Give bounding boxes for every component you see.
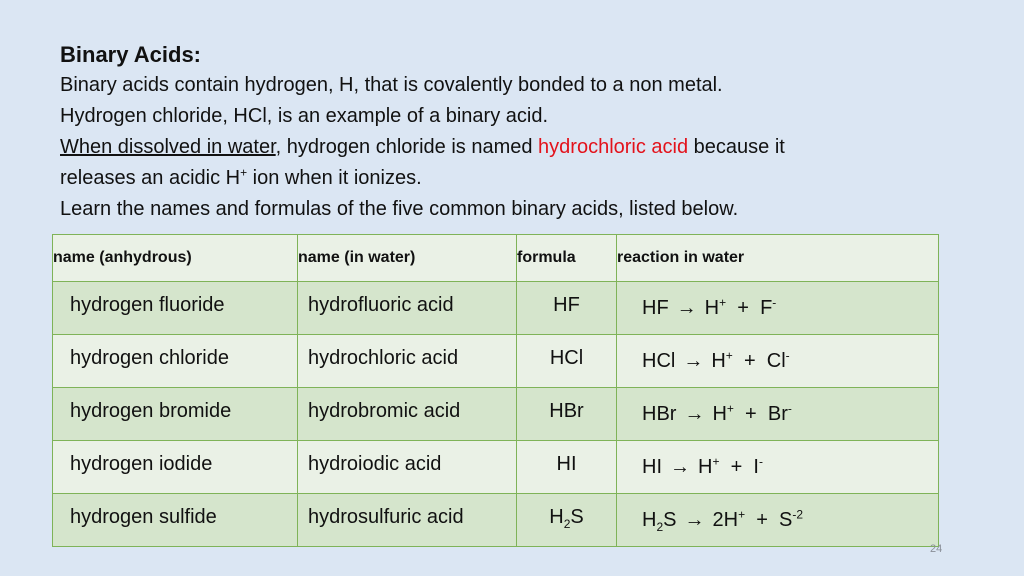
anion-charge: -2: [792, 507, 804, 522]
cation: H: [711, 350, 726, 372]
header-anhydrous-name: name (anhydrous): [53, 235, 298, 282]
table-row: [53, 388, 939, 441]
anion-charge: -: [772, 295, 777, 310]
plus-sign: +: [756, 509, 768, 531]
plus-sign: +: [730, 456, 743, 478]
cation: 2H: [712, 509, 739, 531]
ion-line-start: releases an acidic H: [60, 167, 241, 189]
ion-line-end: ion when it ionizes.: [247, 167, 422, 189]
header-water-name: name (in water): [298, 235, 517, 282]
reactant: HI: [642, 456, 662, 478]
header-reaction: reaction in water: [617, 235, 939, 282]
reactant: HCl: [642, 350, 676, 372]
naming-line: [60, 132, 960, 163]
cation-charge: +: [738, 507, 746, 522]
water-name-cell: hydrosulfuric acid: [298, 494, 517, 547]
anion: Br: [767, 403, 788, 425]
example-line: Hydrogen chloride, HCl, is an example of a binary acid.: [60, 105, 549, 127]
ion-charge: +: [240, 165, 248, 180]
anhydrous-name-cell: hydrogen iodide: [53, 441, 298, 494]
reaction-arrow-icon: →: [670, 456, 690, 478]
reaction-arrow-icon: →: [684, 509, 705, 531]
reaction-cell: [617, 494, 939, 547]
binary-acids-table: [52, 234, 939, 547]
plus-sign: +: [745, 403, 757, 425]
formula-cell: [517, 494, 617, 547]
reaction-arrow-icon: →: [676, 297, 697, 319]
ion-line: [60, 163, 960, 194]
formula-cell: HCl: [517, 335, 617, 388]
anhydrous-name-cell: hydrogen chloride: [53, 335, 298, 388]
water-name-cell: hydrobromic acid: [298, 388, 517, 441]
table-row: [53, 335, 939, 388]
water-name-cell: hydrofluoric acid: [298, 282, 517, 335]
cation-charge: +: [725, 348, 733, 363]
slide-text: [60, 40, 960, 225]
underlined-phrase: When dissolved in water: [60, 136, 276, 158]
reaction-cell: [617, 441, 939, 494]
plus-sign: +: [743, 350, 756, 372]
anion: F: [760, 297, 773, 319]
naming-middle-text: , hydrogen chloride is named: [275, 136, 539, 158]
anion: S: [779, 509, 793, 531]
anion-charge: -: [785, 348, 790, 363]
water-name-cell: hydroiodic acid: [298, 441, 517, 494]
page-number: 24: [930, 543, 943, 555]
cation-charge: +: [719, 295, 727, 310]
cation: H: [698, 456, 713, 478]
highlighted-acid-name: hydrochloric acid: [538, 136, 689, 158]
anion-charge: -: [787, 401, 792, 416]
formula-cell: HI: [517, 441, 617, 494]
cation: H: [704, 297, 720, 319]
naming-end-text: because it: [688, 136, 785, 158]
formula-cell: HBr: [517, 388, 617, 441]
cation: H: [712, 403, 727, 425]
reaction-cell: [617, 282, 939, 335]
reaction-cell: [617, 388, 939, 441]
table-row: [53, 441, 939, 494]
anion: I: [753, 456, 759, 478]
cation-charge: +: [712, 454, 720, 469]
formula-subscript: 2: [563, 517, 571, 531]
formula-main: H: [549, 506, 564, 528]
reactant: HF: [642, 297, 669, 319]
formula-end: S: [570, 506, 584, 528]
anion-charge: -: [758, 454, 763, 469]
instruction-line: Learn the names and formulas of the five common binary acids, listed below.: [60, 198, 739, 220]
anhydrous-name-cell: hydrogen sulfide: [53, 494, 298, 547]
table-row: [53, 494, 939, 547]
reactant-end: S: [663, 509, 677, 531]
header-formula: formula: [517, 235, 617, 282]
reaction-cell: [617, 335, 939, 388]
anion: Cl: [766, 350, 786, 372]
anhydrous-name-cell: hydrogen bromide: [53, 388, 298, 441]
definition-line: Binary acids contain hydrogen, H, that is covalently bonded to a non metal.: [60, 74, 723, 96]
reaction-arrow-icon: →: [683, 350, 704, 372]
cation-charge: +: [726, 401, 734, 416]
reactant-main: H: [642, 509, 657, 531]
anhydrous-name-cell: hydrogen fluoride: [53, 282, 298, 335]
plus-sign: +: [737, 297, 749, 319]
table-header-row: [53, 235, 939, 282]
water-name-cell: hydrochloric acid: [298, 335, 517, 388]
reaction-arrow-icon: →: [684, 403, 705, 425]
slide-title: Binary Acids:: [60, 42, 202, 67]
reactant-subscript: 2: [656, 520, 664, 534]
formula-cell: HF: [517, 282, 617, 335]
reactant: HBr: [642, 403, 677, 425]
table-row: [53, 282, 939, 335]
